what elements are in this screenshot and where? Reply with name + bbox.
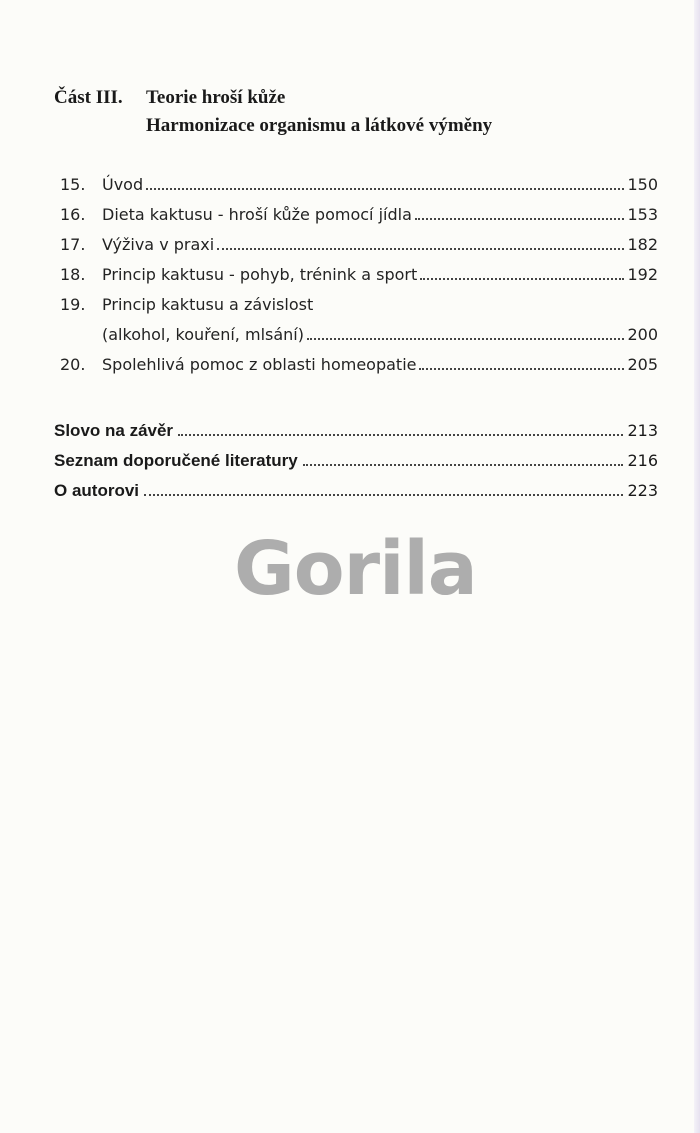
chapter-title-continuation: (alkohol, kouření, mlsání) [102, 325, 304, 344]
toc-entry-15[interactable] [60, 170, 658, 200]
chapter-title: Princip kaktusu a závislost [102, 295, 314, 314]
toc-entry-about-author[interactable] [54, 476, 658, 506]
backmatter-title: O autorovi [54, 481, 140, 500]
backmatter-list [54, 416, 658, 506]
dot-leader [144, 494, 623, 496]
toc-entry-17[interactable] [60, 230, 658, 260]
chapter-number: 16. [60, 205, 86, 224]
dot-leader [146, 188, 624, 190]
page-number: 205 [627, 355, 658, 374]
page-edge [694, 0, 700, 1133]
toc-entry-18[interactable] [60, 260, 658, 290]
toc-entry-19[interactable] [60, 290, 658, 320]
dot-leader [420, 278, 624, 280]
chapter-title: Úvod [102, 175, 144, 194]
dot-leader [178, 434, 623, 436]
page-number: 192 [627, 265, 658, 284]
table-of-contents [60, 170, 658, 380]
page-number: 223 [627, 481, 658, 500]
page-number: 150 [627, 175, 658, 194]
chapter-title: Spolehlivá pomoc z oblasti homeopatie [102, 355, 417, 374]
page-number: 216 [627, 451, 658, 470]
page-number: 213 [627, 421, 658, 440]
dot-leader [419, 368, 624, 370]
chapter-number: 15. [60, 175, 86, 194]
page-number: 182 [627, 235, 658, 254]
toc-entry-literature[interactable] [54, 446, 658, 476]
toc-entry-19-continuation[interactable] [60, 320, 658, 350]
part-subtitle: Harmonizace organismu a látkové výměny [146, 115, 493, 136]
chapter-title: Dieta kaktusu - hroší kůže pomocí jídla [102, 205, 412, 224]
toc-entry-closing-word[interactable] [54, 416, 658, 446]
dot-leader [217, 248, 624, 250]
backmatter-title: Slovo na závěr [54, 421, 174, 440]
toc-entry-20[interactable] [60, 350, 658, 380]
dot-leader [307, 338, 624, 340]
page-number: 153 [627, 205, 658, 224]
part-label: Část III. [54, 87, 123, 108]
chapter-number: 17. [60, 235, 86, 254]
part-title: Teorie hroší kůže [146, 87, 286, 108]
chapter-number: 19. [60, 295, 86, 314]
dot-leader [303, 464, 624, 466]
page-number: 200 [627, 325, 658, 344]
chapter-title: Princip kaktusu - pohyb, trénink a sport [102, 265, 418, 284]
chapter-number: 20. [60, 355, 86, 374]
chapter-number: 18. [60, 265, 86, 284]
toc-entry-16[interactable] [60, 200, 658, 230]
dot-leader [415, 218, 625, 220]
chapter-title: Výživa v praxi [102, 235, 215, 254]
part-heading [54, 84, 492, 140]
backmatter-title: Seznam doporučené literatury [54, 451, 298, 470]
watermark-logo: Gorila [234, 526, 477, 612]
